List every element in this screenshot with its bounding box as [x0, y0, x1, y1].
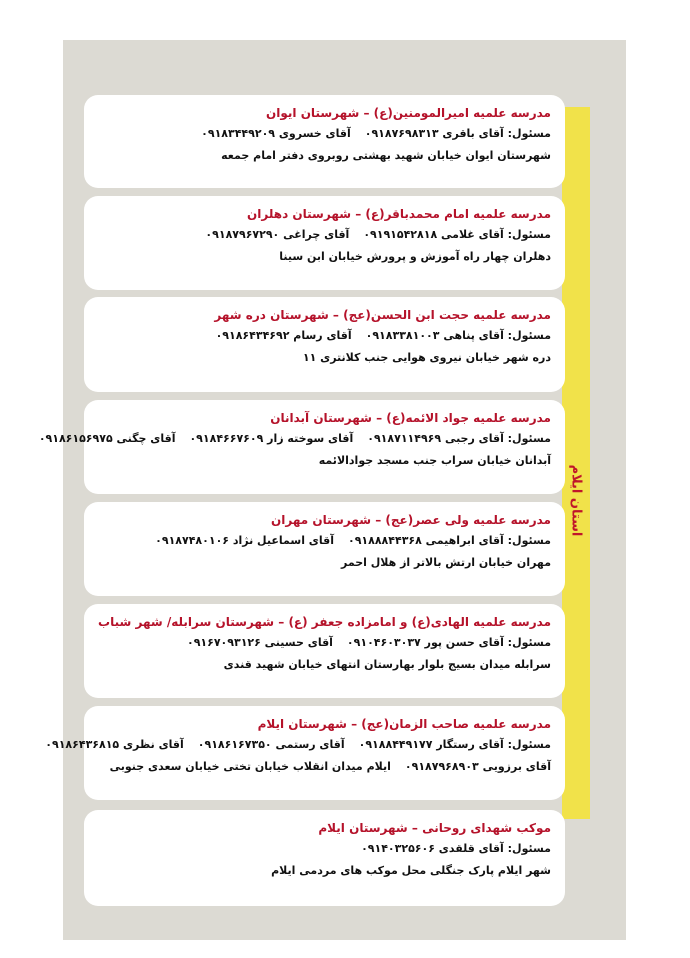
province-title: استان ایلام — [568, 464, 584, 536]
school-card-text: آبدانان خیابان سراب جنب مسجد جوادالائمه — [318, 454, 551, 467]
school-card — [45, 706, 565, 800]
school-card-text: دره شهر خیابان نیروی هوایی جنب کلانتری ۱۱ — [302, 351, 551, 364]
school-card-text: مسئول: آقای پناهی ۰۹۱۸۳۳۸۱۰۰۳ — [365, 329, 551, 342]
school-card-title: مدرسه علمیه امام محمدباقر(ع) – شهرستان دهلران — [247, 207, 551, 221]
school-card-title: موکب شهدای روحانی – شهرستان ایلام — [318, 821, 551, 835]
school-card-line — [94, 552, 551, 574]
school-card — [84, 196, 565, 290]
school-card-text: مسئول: آقای حسن پور ۰۹۱۰۴۶۰۳۰۳۷ — [346, 636, 551, 649]
school-card-text: مسئول: آقای قلقدی ۰۹۱۴۰۳۲۵۶۰۶ — [361, 842, 551, 855]
school-card-line — [94, 530, 551, 552]
school-card-line — [94, 450, 551, 472]
school-card-line — [94, 860, 551, 882]
province-title-container — [562, 440, 590, 560]
school-card-text: آقای چراغی ۰۹۱۸۷۹۶۷۲۹۰ — [205, 228, 350, 241]
school-card-text: مسئول: آقای باقری ۰۹۱۸۷۶۹۸۳۱۳ — [364, 127, 551, 140]
school-card-text: مهران خیابان ارتش بالاتر از هلال احمر — [341, 556, 551, 569]
school-card-text: آقای رسام ۰۹۱۸۶۴۳۴۶۹۲ — [215, 329, 352, 342]
school-card-text: آقای خسروی ۰۹۱۸۳۴۴۹۲۰۹ — [201, 127, 351, 140]
school-card-title: مدرسه علمیه صاحب الزمان(عج) – شهرستان ایلام — [257, 717, 551, 731]
school-card — [38, 400, 565, 494]
school-card-text: آقای برزویی ۰۹۱۸۷۹۶۸۹۰۳ — [404, 760, 551, 773]
school-card-text: مسئول: آقای رجبی ۰۹۱۸۷۱۱۴۹۶۹ — [367, 432, 551, 445]
school-card-text: آقای چگنی ۰۹۱۸۶۱۵۶۹۷۵ — [38, 432, 176, 445]
school-card-text: آقای سوخته زار ۰۹۱۸۴۶۶۷۶۰۹ — [189, 432, 354, 445]
school-card-line — [94, 838, 551, 860]
school-card-title: مدرسه علمیه حجت ابن الحسن(عج) – شهرستان دره شهر — [214, 308, 551, 322]
school-card-line — [94, 347, 551, 369]
school-card-title: مدرسه علمیه امیرالمومنین(ع) – شهرستان ایوان — [266, 106, 551, 120]
school-card-line — [38, 428, 551, 450]
school-card-line — [94, 325, 551, 347]
school-card — [84, 502, 565, 596]
school-card-title: مدرسه علمیه ولی عصر(عج) – شهرستان مهران — [271, 513, 551, 527]
school-card-text: شهرستان ایوان خیابان شهید بهشتی روبروی دفتر امام جمعه — [221, 149, 551, 162]
school-card-line — [94, 246, 551, 268]
school-card-line — [94, 654, 551, 676]
school-card-text: مسئول: آقای رستگار ۰۹۱۸۸۴۴۹۱۷۷ — [358, 738, 551, 751]
school-card-text: آقای رستمی ۰۹۱۸۶۱۶۷۳۵۰ — [197, 738, 345, 751]
school-card-text: ایلام میدان انقلاب خیابان تختی خیابان سعدی جنوبی — [109, 760, 391, 773]
school-card-title: مدرسه علمیه الهادی(ع) و امامزاده جعفر (ع) – شهرستان سرابله/ شهر شباب — [98, 615, 551, 629]
school-card-text: آقای اسماعیل نژاد ۰۹۱۸۷۴۸۰۱۰۶ — [155, 534, 334, 547]
school-card-line — [94, 145, 551, 167]
school-card-line — [94, 632, 551, 654]
school-card — [84, 297, 565, 392]
school-card-text: دهلران چهار راه آموزش و پرورش خیابان ابن سینا — [279, 250, 551, 263]
school-card-line — [94, 756, 551, 778]
school-card — [84, 810, 565, 906]
school-card-line — [45, 734, 551, 756]
school-card-text: مسئول: آقای ابراهیمی ۰۹۱۸۸۸۴۴۳۶۸ — [347, 534, 551, 547]
school-card-text: آقای حسینی ۰۹۱۶۷۰۹۳۱۲۶ — [186, 636, 333, 649]
school-card — [84, 604, 565, 698]
school-card-text: آقای نظری ۰۹۱۸۶۴۳۶۸۱۵ — [45, 738, 184, 751]
school-card-title: مدرسه علمیه جواد الائمه(ع) – شهرستان آبدانان — [270, 411, 551, 425]
school-card-text: سرابله میدان بسیج بلوار بهارستان انتهای خیابان شهید قندی — [223, 658, 551, 671]
school-card-line — [94, 224, 551, 246]
school-card-line — [94, 123, 551, 145]
school-card-text: مسئول: آقای غلامی ۰۹۱۹۱۵۴۲۸۱۸ — [363, 228, 551, 241]
school-card-text: شهر ایلام پارک جنگلی محل موکب های مردمی ایلام — [271, 864, 551, 877]
school-card — [84, 95, 565, 188]
